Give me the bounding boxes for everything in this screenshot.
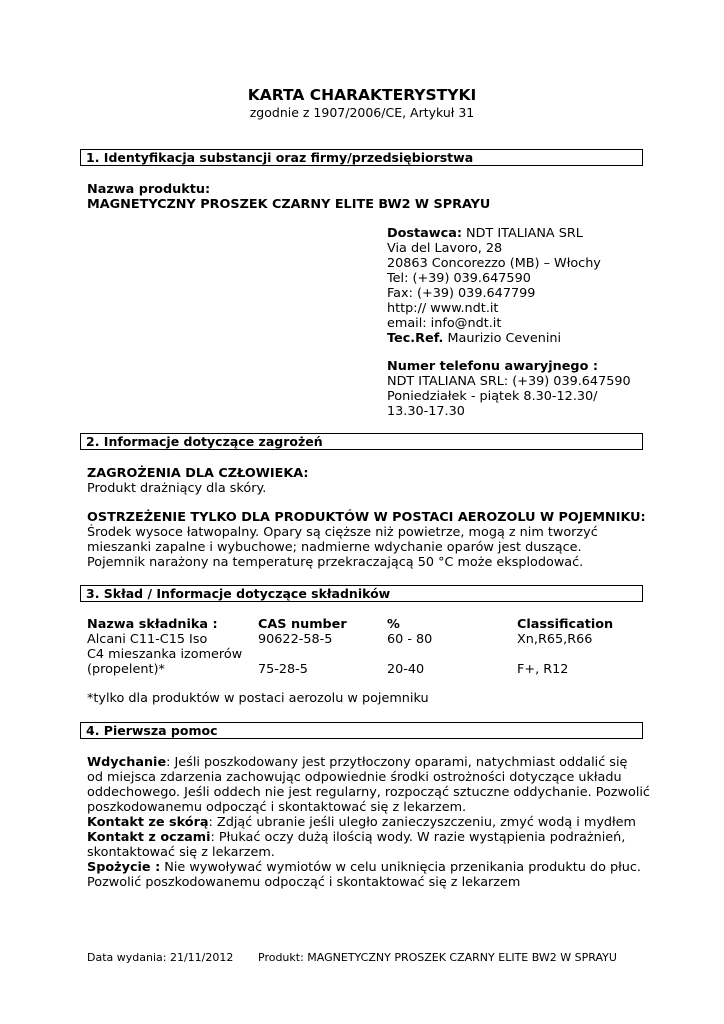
section-4-heading: 4. Pierwsza pomoc [80,722,643,739]
row-2-percent: 20-40 [387,662,425,677]
inhalation-line-4: poszkodowanemu odpocząć i skontaktować się z lekarzem. [87,800,467,815]
skin-contact-line [87,815,636,830]
ingestion-label: Spożycie : [87,860,161,875]
supplier-email: email: info@ndt.it [387,316,502,331]
eye-contact-label: Kontakt z oczami [87,830,211,845]
ingestion-text: Nie wywoływać wymiotów w celu uniknięcia przenikania produktu do płuc. [160,860,641,875]
product-name: MAGNETYCZNY PROSZEK CZARNY ELITE BW2 W SPRAYU [87,197,491,212]
eye-contact-line-1 [87,830,625,845]
supplier-tel: Tel: (+39) 039.647590 [387,271,531,286]
human-hazard-label: ZAGROŻENIA DLA CZŁOWIEKA: [87,466,309,481]
aerosol-warning-label: OSTRZEŻENIE TYLKO DLA PRODUKTÓW W POSTACI AEROZOLU W POJEMNIKU: [87,510,646,525]
col-header-name: Nazwa składnika : [87,617,218,632]
techref-line [387,331,561,346]
col-header-classification: Classification [517,617,614,632]
ingestion-line-1 [87,860,641,875]
ingestion-line-2: Pozwolić poszkodowanemu odpocząć i skontaktować się z lekarzem [87,875,521,890]
inhalation-line-3: oddechowego. Jeśli oddech nie jest regularny, rozpocząć sztuczne oddychanie. Pozwolić [87,785,650,800]
supplier-website: http:// www.ndt.it [387,301,499,316]
supplier-label: Dostawca: [387,226,462,241]
col-header-cas: CAS number [258,617,347,632]
supplier-address-2: 20863 Concorezzo (MB) – Włochy [387,256,601,271]
row-2-classification: F+, R12 [517,662,569,677]
emergency-line-1: NDT ITALIANA SRL: (+39) 039.647590 [387,374,631,389]
row-2-cas: 75-28-5 [258,662,308,677]
human-hazard-text: Produkt drażniący dla skóry. [87,481,267,496]
inhalation-text: : Jeśli poszkodowany jest przytłoczony oparami, natychmiast oddalić się [166,755,628,770]
emergency-line-2: Poniedziałek - piątek 8.30-12.30/ [387,389,598,404]
section-3-heading: 3. Skład / Informacje dotyczące składników [80,585,643,602]
section-2-heading: 2. Informacje dotyczące zagrożeń [80,433,643,450]
product-label: Nazwa produktu: [87,182,211,197]
document-title: KARTA CHARAKTERYSTYKI [247,86,477,104]
aerosol-warning-line-1: Środek wysoce łatwopalny. Opary są cięższe niż powietrze, mogą z nim tworzyć [87,525,598,540]
aerosol-warning-line-3: Pojemnik narażony na temperaturę przekraczającą 50 °C może eksplodować. [87,555,584,570]
row-1-name: Alcani C11-C15 Iso [87,632,208,647]
inhalation-label: Wdychanie [87,755,167,770]
supplier-line [387,226,583,241]
aerosol-warning-line-2: mieszanki zapalne i wybuchowe; nadmierne wdychanie oparów jest duszące. [87,540,582,555]
composition-note: *tylko dla produktów w postaci aerozolu w pojemniku [87,691,429,706]
footer-product: Produkt: MAGNETYCZNY PROSZEK CZARNY ELITE BW2 W SPRAYU [258,951,617,964]
eye-contact-line-2: skontaktować się z lekarzem. [87,845,275,860]
skin-contact-label: Kontakt ze skórą [87,815,209,830]
document-subtitle: zgodnie z 1907/2006/CE, Artykuł 31 [249,105,475,120]
footer-issue-date: Data wydania: 21/11/2012 [87,951,234,964]
skin-contact-text: : Zdjąć ubranie jeśli uległo zanieczyszczeniu, zmyć wodą i mydłem [208,815,637,830]
techref-label: Tec.Ref. [387,331,444,346]
col-header-percent: % [387,617,400,632]
emergency-line-3: 13.30-17.30 [387,404,465,419]
row-1-classification: Xn,R65,R66 [517,632,593,647]
supplier-address-1: Via del Lavoro, 28 [387,241,503,256]
supplier-fax: Fax: (+39) 039.647799 [387,286,536,301]
row-2-name-cont: (propelent)* [87,662,165,677]
supplier-name: NDT ITALIANA SRL [466,226,583,241]
inhalation-line-2: od miejsca zdarzenia zachowując odpowiednie środki ostrożności dotyczące układu [87,770,622,785]
row-1-percent: 60 - 80 [387,632,433,647]
row-2-name: C4 mieszanka izomerów [87,647,243,662]
techref-name: Maurizio Cevenini [447,331,562,346]
eye-contact-text: : Płukać oczy dużą ilością wody. W razie wystąpienia podrażnień, [210,830,626,845]
emergency-label: Numer telefonu awaryjnego : [387,359,598,374]
inhalation-line-1 [87,755,627,770]
row-1-cas: 90622-58-5 [258,632,333,647]
section-1-heading: 1. Identyfikacja substancji oraz firmy/przedsiębiorstwa [80,149,643,166]
